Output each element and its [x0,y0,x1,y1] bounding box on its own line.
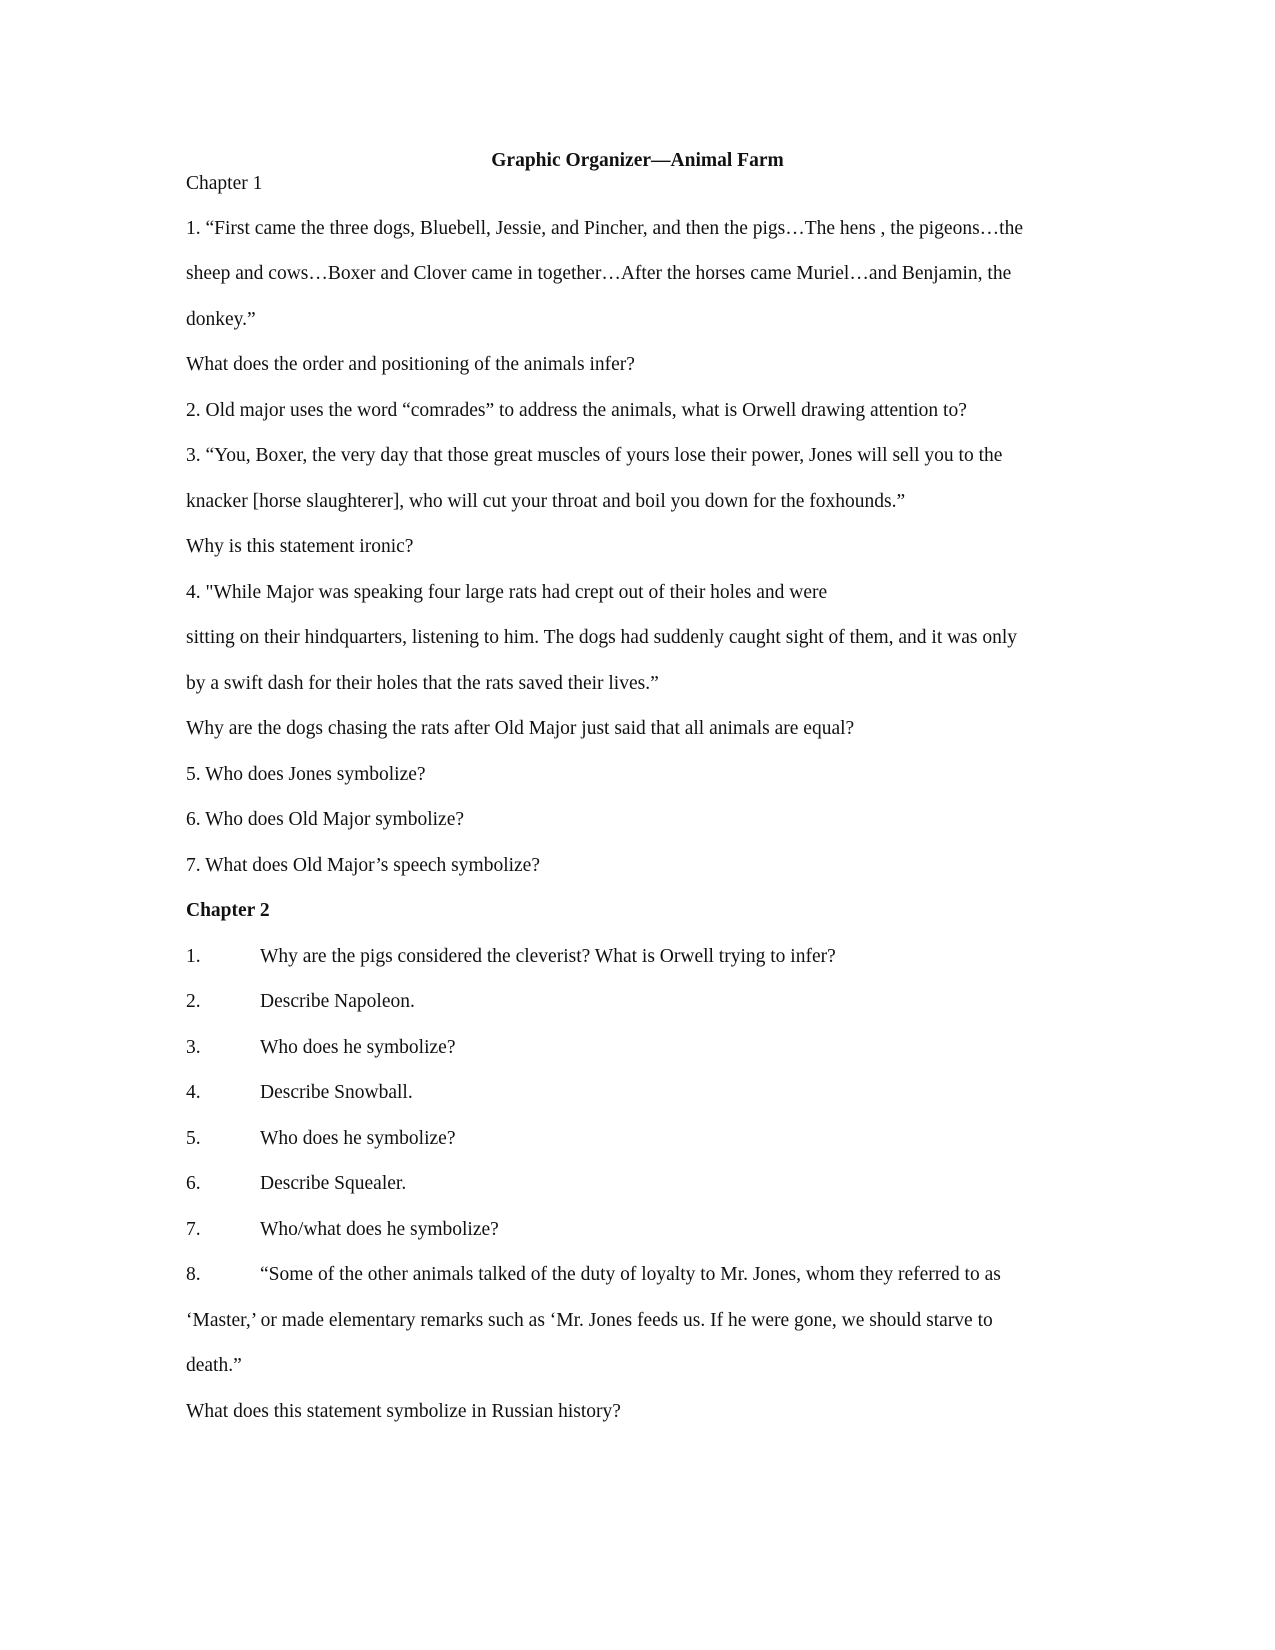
question-text: Why are the dogs chasing the rats after Old Major just said that all animals are equal? [186,718,855,739]
question-text: What does the order and positioning of the animals infer? [186,354,635,375]
question-text: knacker [horse slaughterer], who will cut your throat and boil you down for the foxhounds.” [186,491,906,512]
item-number: 2. [186,991,201,1012]
question-text: 1. “First came the three dogs, Bluebell, Jessie, and Pincher, and then the pigs…The hens , the pigeons…the [186,218,1023,239]
item-number: 6. [186,1173,201,1194]
item-number: 4. [186,1082,201,1103]
question-text: 6. Who does Old Major symbolize? [186,809,465,830]
question-text: sitting on their hindquarters, listening to him. The dogs had suddenly caught sight of them, and it was only [186,627,1017,648]
list-item [186,1036,456,1060]
question-text: 3. “You, Boxer, the very day that those great muscles of yours lose their power, Jones will sell you to the [186,445,1003,466]
question-text: What does this statement symbolize in Russian history? [186,1401,621,1422]
list-item [186,990,415,1014]
question-text: death.” [186,1355,242,1376]
item-number: 3. [186,1037,201,1058]
question-text: ‘Master,’ or made elementary remarks such as ‘Mr. Jones feeds us. If he were gone, we should starve to [186,1310,993,1331]
item-number: 8. [186,1264,201,1285]
list-item [186,945,836,969]
item-number: 5. [186,1128,201,1149]
document-title: Graphic Organizer—Animal Farm [491,150,784,171]
item-text: Who/what does he symbolize? [260,1219,499,1240]
chapter-1-heading: Chapter 1 [186,173,263,194]
list-item [186,1172,406,1196]
list-item [186,1127,456,1151]
item-text: Who does he symbolize? [260,1037,456,1058]
question-text: 5. Who does Jones symbolize? [186,764,426,785]
item-text: Describe Squealer. [260,1173,407,1194]
question-text: Why is this statement ironic? [186,536,414,557]
chapter-2-heading: Chapter 2 [186,900,270,921]
item-text: “Some of the other animals talked of the duty of loyalty to Mr. Jones, whom they referred to as [260,1264,1001,1285]
question-text: 4. "While Major was speaking four large rats had crept out of their holes and were [186,582,828,603]
question-text: by a swift dash for their holes that the rats saved their lives.” [186,673,659,694]
item-text: Who does he symbolize? [260,1128,456,1149]
item-text: Describe Napoleon. [260,991,415,1012]
item-number: 1. [186,946,201,967]
item-number: 7. [186,1219,201,1240]
list-item [186,1081,413,1105]
question-text: donkey.” [186,309,256,330]
question-text: sheep and cows…Boxer and Clover came in together…After the horses came Muriel…and Benjamin, the [186,263,1012,284]
list-item [186,1263,1001,1287]
list-item [186,1218,499,1242]
item-text: Why are the pigs considered the cleverist? What is Orwell trying to infer? [260,946,836,967]
item-text: Describe Snowball. [260,1082,413,1103]
question-text: 2. Old major uses the word “comrades” to address the animals, what is Orwell drawing attention to? [186,400,967,421]
question-text: 7. What does Old Major’s speech symbolize? [186,855,540,876]
